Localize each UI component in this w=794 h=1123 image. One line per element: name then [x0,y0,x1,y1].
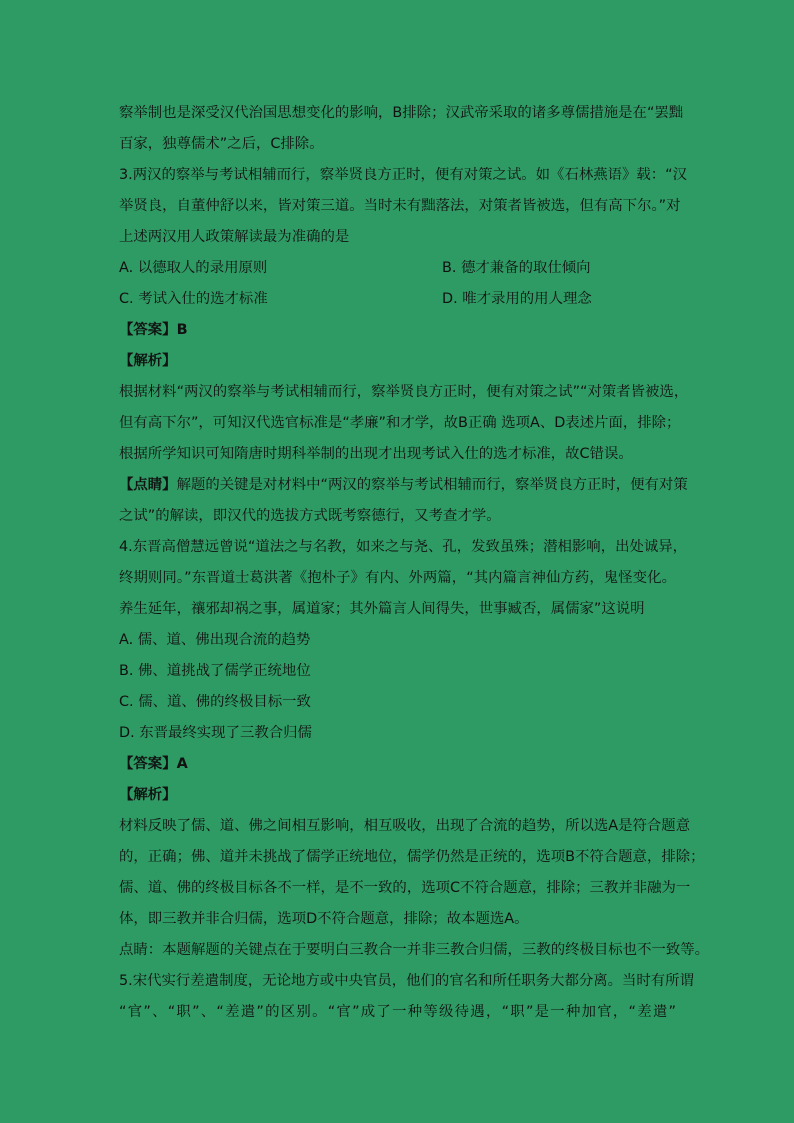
q3-tip-label: 【点睛】 [119,477,177,493]
q4-stem-line-2: 终期则同。”东晋道士葛洪著《抱朴子》有内、外两篇，“其内篇言神仙方药，鬼怪变化。 [119,570,676,586]
q4-answer: 【答案】A [119,756,188,772]
q4-option-a: A. 儒、道、佛出现合流的趋势 [119,632,311,648]
q3-analysis-line-3: 根据所学知识可知隋唐时期科举制的出现才出现考试入仕的选才标准，故C错误。 [119,446,633,462]
q3-stem-line-2: 举贤良，自董仲舒以来，皆对策三道。当时未有黜落法，对策者皆被选，但有高下尔。”对 [119,198,681,214]
q3-options-row-1 [119,253,676,284]
q3-option-b: B. 德才兼备的取仕倾向 [442,260,591,276]
q4-stem-line-1: 4.东晋高僧慧远曾说“道法之与名教，如来之与尧、孔，发致虽殊；潜相影响，出处诚异， [119,539,688,555]
q3-option-c: C. 考试入仕的选才标准 [119,291,268,307]
q3-stem-line-3: 上述两汉用人政策解读最为准确的是 [119,229,350,245]
q4-analysis-line-3: 儒、道、佛的终极目标各不一样，是不一致的，选项C不符合题意，排除；三教并非融为一 [119,880,691,896]
q5-stem-line-2: “官”、“职”、“差遣”的区别。“官”成了一种等级待遇，“职”是一种加官，“差遣” [119,1004,676,1020]
q4-analysis-line-1: 材料反映了儒、道、佛之间相互影响，相互吸收，出现了合流的趋势，所以选A是符合题意 [119,818,691,834]
q3-analysis-line-1: 根据材料“两汉的察举与考试相辅而行，察举贤良方正时，便有对策之试”“对策者皆被选， [119,384,689,400]
q3-option-d: D. 唯才录用的用人理念 [442,291,592,307]
q4-tip: 点睛：本题解题的关键点在于要明白三教合一并非三教合归儒，三教的终极目标也不一致等。 [119,942,710,958]
q3-tip-text-1: 解题的关键是对材料中“两汉的察举与考试相辅而行，察举贤良方正时，便有对策 [176,477,688,493]
intro-line-2: 百家，独尊儒术”之后，C排除。 [119,136,324,152]
q5-stem-line-1: 5.宋代实行差遣制度，无论地方或中央官员，他们的官名和所任职务大都分离。当时有所谓 [119,973,694,989]
q3-answer: 【答案】B [119,322,188,338]
q3-stem-line-1: 3.两汉的察举与考试相辅而行，察举贤良方正时，便有对策之试。如《石林燕语》载：“汉 [119,167,688,183]
q4-analysis-line-2: 的，正确；佛、道并未挑战了儒学正统地位，儒学仍然是正统的，选项B不符合题意，排除； [119,849,705,865]
q3-tip-line-1 [119,470,688,501]
q4-stem-line-3: 养生延年，禳邪却祸之事，属道家；其外篇言人间得失，世事臧否，属儒家”这说明 [119,601,645,617]
q3-option-a: A. 以德取人的录用原则 [119,260,268,276]
q4-analysis-title: 【解析】 [119,787,177,803]
q3-options-row-2 [119,284,676,315]
q4-analysis-line-4: 体，即三教并非合归儒，选项D不符合题意，排除；故本题选A。 [119,911,529,927]
q3-tip-line-2: 之试”的解读，即汉代的选拔方式既考察德行，又考查才学。 [119,508,501,524]
q3-analysis-title: 【解析】 [119,353,177,369]
intro-line-1: 察举制也是深受汉代治国思想变化的影响，B排除；汉武帝采取的诸多尊儒措施是在“罢黜 [119,105,684,121]
q4-option-d: D. 东晋最终实现了三教合归儒 [119,725,312,741]
q3-analysis-line-2: 但有高下尔”，可知汉代选官标准是“孝廉”和才学，故B正确 选项A、D表述片面，排除； [119,415,681,431]
q4-option-b: B. 佛、道挑战了儒学正统地位 [119,663,311,679]
q4-option-c: C. 儒、道、佛的终极目标一致 [119,694,311,710]
document-page [119,98,710,1028]
